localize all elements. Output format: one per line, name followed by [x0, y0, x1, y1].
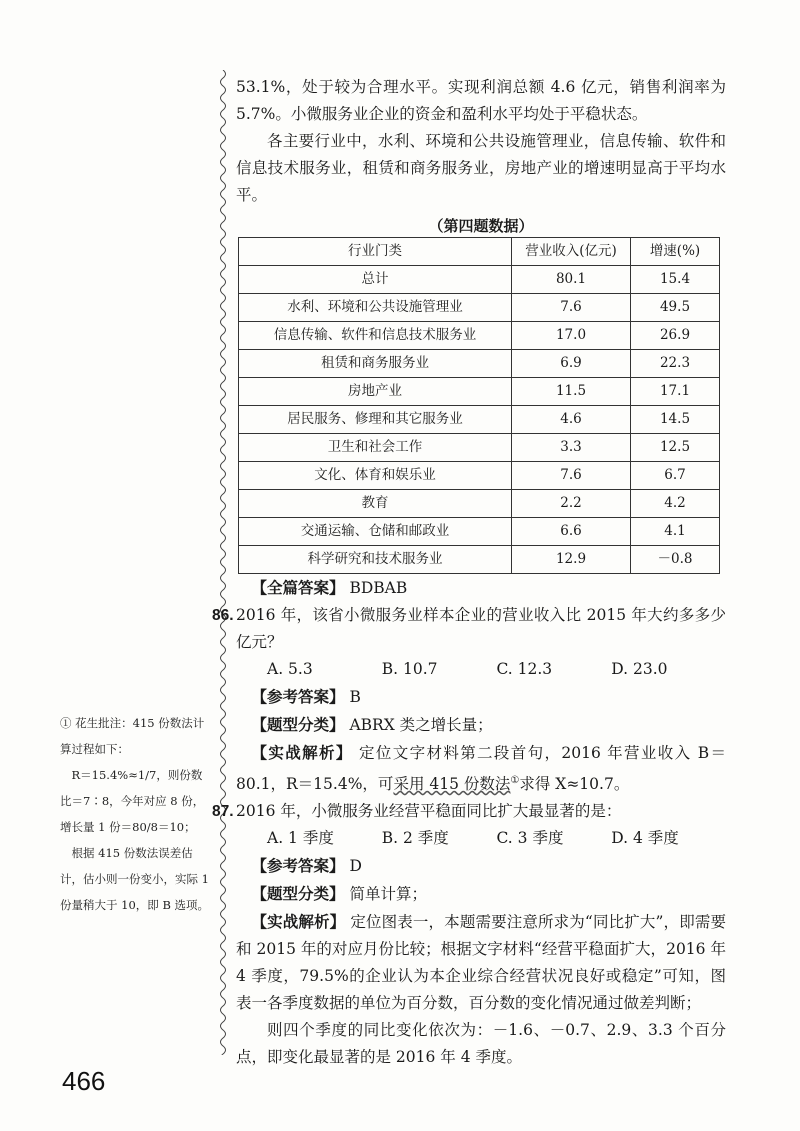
q87-stem: 2016 年，小微服务业经营平稳面同比扩大最显著的是： [236, 802, 622, 821]
table-row [239, 322, 720, 350]
table-header-row [239, 238, 720, 266]
cell-industry: 居民服务、修理和其它服务业 [239, 406, 512, 434]
q87-stem-line [212, 798, 726, 825]
cell-growth: －0.8 [631, 546, 720, 574]
q87-ref-value: D [349, 857, 362, 876]
cell-revenue: 4.6 [512, 406, 631, 434]
table-row [239, 378, 720, 406]
q86-analysis-text-b: 求得 X≈10.7。 [519, 775, 630, 794]
q87-analysis-text: 定位图表一，本题需要注意所求为“同比扩大”，即需要和 2015 年的对应月份比较；根据文字材料“经营平稳面扩大，2016 年 4 季度，79.5%的企业认为本企业综合经营状况良好或稳定”可知，图表一各季度数据的单位为百分数，百分数的变化情况通过做差判断； [236, 913, 726, 1013]
table-row [239, 406, 720, 434]
q86-options [236, 656, 726, 683]
side-note-title: ① 花生批注：415 份数法计算过程如下： [60, 716, 205, 756]
main-column [212, 74, 726, 1071]
cell-revenue: 12.9 [512, 546, 631, 574]
cell-industry: 交通运输、仓储和邮政业 [239, 518, 512, 546]
cell-growth: 4.2 [631, 490, 720, 518]
q87-question-type [236, 880, 726, 908]
q87-option-c: C. 3 季度 [496, 829, 564, 848]
cell-industry: 总计 [239, 266, 512, 294]
q86-option-a: A. 5.3 [267, 660, 313, 678]
cell-revenue: 11.5 [512, 378, 631, 406]
industry-data-table [238, 237, 720, 574]
cell-growth: 26.9 [631, 322, 720, 350]
table-row [239, 350, 720, 378]
intro-paragraph-2: 各主要行业中，水利、环境和公共设施管理业，信息传输、软件和信息技术服务业，租赁和商务服务业，房地产业的增速明显高于平均水平。 [236, 132, 726, 204]
cell-industry: 水利、环境和公共设施管理业 [239, 294, 512, 322]
q86-question-type [236, 711, 726, 739]
cell-revenue: 80.1 [512, 266, 631, 294]
q86-number: 86. [212, 607, 234, 624]
q87-option-a: A. 1 季度 [267, 829, 334, 848]
cell-industry: 教育 [239, 490, 512, 518]
q86-analysis [236, 739, 726, 798]
header-industry: 行业门类 [239, 238, 512, 266]
cell-revenue: 17.0 [512, 322, 631, 350]
side-note-conclusion: 根据 415 份数法误差估计，估小则一份变小，实际 1 份量稍大于 10，即 B 选项。 [60, 846, 210, 912]
cell-growth: 12.5 [631, 434, 720, 462]
cell-industry: 科学研究和技术服务业 [239, 546, 512, 574]
q87-option-d: D. 4 季度 [611, 829, 679, 848]
full-answer-value: BDBAB [349, 579, 408, 597]
q87-number: 87. [212, 803, 234, 821]
q87-type-label: 【题型分类】 [251, 884, 345, 904]
cell-growth: 6.7 [631, 462, 720, 490]
cell-growth: 49.5 [631, 294, 720, 322]
table-row [239, 434, 720, 462]
q86-ref-value: B [349, 688, 361, 706]
cell-industry: 租赁和商务服务业 [239, 350, 512, 378]
q86-type-value: ABRX 类之增长量； [349, 716, 493, 734]
table-row [239, 546, 720, 574]
q86-ref-label: 【参考答案】 [251, 687, 345, 706]
cell-revenue: 7.6 [512, 462, 631, 490]
full-answer-label: 【全篇答案】 [251, 578, 345, 597]
q86-option-d: D. 23.0 [611, 660, 668, 678]
q86-analysis-label: 【实战解析】 [251, 743, 353, 762]
footnote-marker: ① [510, 775, 520, 786]
full-answer-line [236, 574, 726, 602]
table-row [239, 294, 720, 322]
q86-type-label: 【题型分类】 [251, 715, 345, 734]
cell-revenue: 2.2 [512, 490, 631, 518]
q86-analysis-text-a: 定位文字材料第二段首句，2016 年营业收入 B＝80.1，R＝15.4%，可 [236, 744, 726, 794]
table-row [239, 462, 720, 490]
q86-stem-line [212, 602, 726, 656]
cell-growth: 14.5 [631, 406, 720, 434]
q86-option-b: B. 10.7 [381, 660, 438, 678]
margin-annotation [60, 710, 210, 918]
cell-revenue: 7.6 [512, 294, 631, 322]
cell-growth: 15.4 [631, 266, 720, 294]
q87-options [236, 825, 726, 852]
cell-industry: 卫生和社会工作 [239, 434, 512, 462]
q86-option-c: C. 12.3 [496, 660, 553, 678]
margin-wavy-line [216, 70, 230, 1055]
cell-revenue: 6.9 [512, 350, 631, 378]
header-revenue: 营业收入(亿元) [512, 238, 631, 266]
table-row [239, 266, 720, 294]
cell-revenue: 6.6 [512, 518, 631, 546]
q86-stem: 2016 年，该省小微服务业样本企业的营业收入比 2015 年大约多多少亿元？ [236, 606, 726, 651]
page-number: 466 [62, 1066, 106, 1096]
cell-industry: 文化、体育和娱乐业 [239, 462, 512, 490]
cell-industry: 信息传输、软件和信息技术服务业 [239, 322, 512, 350]
q87-analysis-label: 【实战解析】 [251, 912, 346, 932]
q86-reference-answer [236, 683, 726, 711]
header-growth: 增速(%) [631, 238, 720, 266]
q87-option-b: B. 2 季度 [381, 829, 449, 848]
cell-industry: 房地产业 [239, 378, 512, 406]
table-caption: （第四题数据） [428, 217, 534, 235]
cell-revenue: 3.3 [512, 434, 631, 462]
q87-conclusion: 则四个季度的同比变化依次为：－1.6、－0.7、2.9、3.3 个百分点，即变化最显著的是 2016 年 4 季度。 [236, 1021, 726, 1067]
table-row [239, 490, 720, 518]
side-note-calculation: R＝15.4%≈1/7，则份数比＝7∶8，今年对应 8 份，增长量 1 份＝80/8＝10； [60, 768, 205, 834]
cell-growth: 4.1 [631, 518, 720, 546]
q87-analysis [236, 908, 726, 1017]
table-row [239, 518, 720, 546]
q87-reference-answer [236, 852, 726, 880]
cell-growth: 17.1 [631, 378, 720, 406]
q86-analysis-formula: 采用 415 份数法 [393, 775, 511, 794]
intro-paragraph-1: 53.1%，处于较为合理水平。实现利润总额 4.6 亿元，销售利润率为 5.7%。小微服务业企业的资金和盈利水平均处于平稳状态。 [236, 78, 726, 123]
q87-type-value: 简单计算； [349, 885, 427, 904]
q87-ref-label: 【参考答案】 [251, 856, 345, 876]
cell-growth: 22.3 [631, 350, 720, 378]
